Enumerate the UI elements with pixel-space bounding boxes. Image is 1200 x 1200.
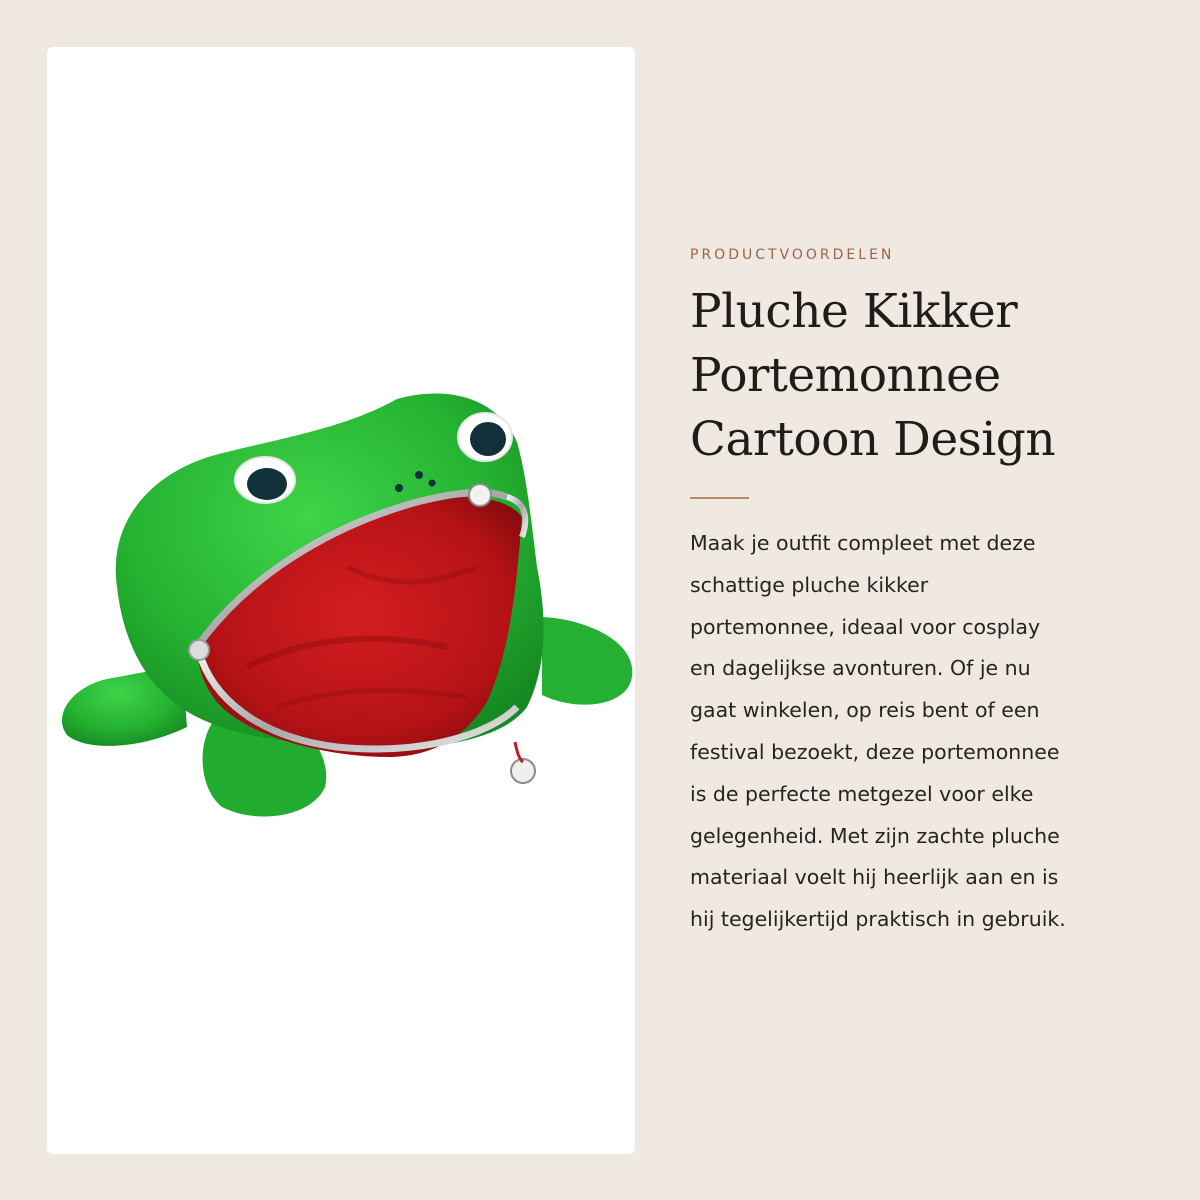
description-line: gaat winkelen, op reis bent of een <box>690 698 1040 723</box>
description-line: materiaal voelt hij heerlijk aan en is <box>690 865 1059 890</box>
product-title <box>690 280 1160 472</box>
description-line: gelegenheid. Met zijn zachte pluche <box>690 823 1060 848</box>
accent-divider <box>690 497 749 499</box>
description-line: portemonnee, ideaal voor cosplay <box>690 614 1041 639</box>
description-line: festival bezoekt, deze portemonnee <box>690 739 1060 764</box>
frog-purse-image <box>47 47 635 1154</box>
product-title-line: Cartoon Design <box>690 412 1056 467</box>
description-line: Maak je outfit compleet met deze <box>690 531 1036 555</box>
product-image-card <box>47 47 635 1154</box>
product-title-line: Portemonnee <box>690 348 1001 403</box>
description-line: is de perfecte metgezel voor elke <box>690 781 1034 806</box>
product-description <box>690 523 1160 941</box>
description-line: schattige pluche kikker <box>690 572 929 597</box>
section-eyebrow: PRODUCTVOORDELEN <box>690 247 895 263</box>
product-info-panel <box>690 244 1160 941</box>
description-line: hij tegelijkertijd praktisch in gebruik. <box>690 907 1066 932</box>
product-title-line: Pluche Kikker <box>690 284 1018 339</box>
description-line: en dagelijkse avonturen. Of je nu <box>690 656 1031 681</box>
